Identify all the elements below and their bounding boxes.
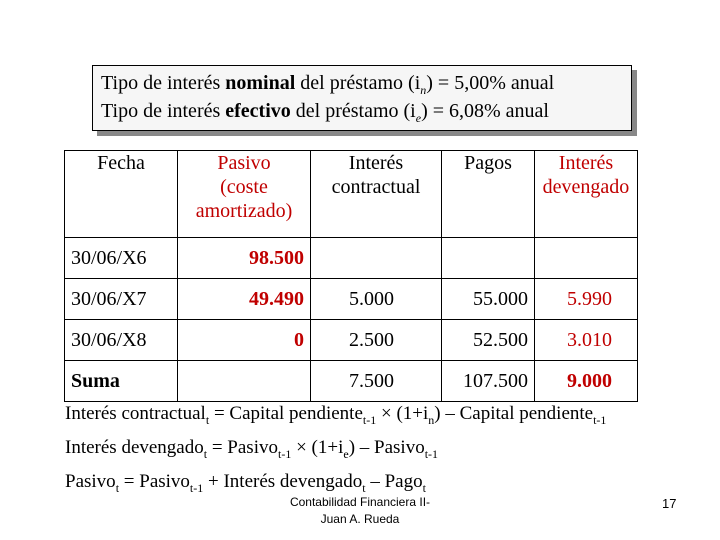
subscript: t: [205, 412, 210, 427]
effective-word: efectivo: [225, 100, 291, 122]
cell-interes: 5.000: [311, 279, 442, 320]
footer-course: Contabilidad Financiera II-: [289, 495, 431, 509]
text: Pasivo: [65, 470, 116, 492]
text: = Pasivo: [207, 436, 278, 458]
header-line: Interés: [348, 152, 404, 174]
cell-interes: [311, 238, 442, 279]
text: ) – Pasivo: [348, 436, 425, 458]
cell-sum-interes: 7.500: [311, 361, 442, 402]
subscript: t-1: [189, 480, 204, 495]
text: × (1+i: [376, 403, 429, 424]
text: Interés devengado: [65, 436, 204, 458]
cell-interes: 2.500: [311, 320, 442, 361]
cell-fecha: 30/06/X7: [65, 279, 178, 320]
text: × (1+i: [291, 436, 344, 458]
formulas: [65, 400, 606, 501]
header-interes-contractual: [311, 151, 442, 238]
nominal-word: nominal: [225, 72, 296, 94]
text: Tipo de interés: [101, 100, 226, 122]
header-label: Pagos: [464, 152, 512, 174]
subscript: t-1: [593, 412, 607, 427]
footer-author: Juan A. Rueda: [320, 512, 400, 526]
interest-rate-box: [92, 65, 632, 131]
cell-pagos: 55.000: [442, 279, 535, 320]
header-line: devengado: [542, 176, 630, 198]
text: ) = 6,08% anual: [421, 100, 549, 122]
header-pasivo: [178, 151, 311, 238]
table-header-row: [65, 151, 638, 238]
text: Tipo de interés: [101, 72, 226, 94]
sum-row: [65, 361, 638, 402]
cell-pasivo: 0: [178, 320, 311, 361]
footer: [260, 494, 460, 528]
table-row: [65, 279, 638, 320]
page-number: 17: [662, 496, 677, 511]
cell-sum-pagos: 107.500: [442, 361, 535, 402]
header-line: Pasivo: [217, 152, 271, 174]
table-row: [65, 320, 638, 361]
amortization-table: [64, 150, 638, 402]
header-fecha: [65, 151, 178, 238]
formula-interes-contractual: [65, 400, 606, 434]
cell-pasivo: 49.490: [178, 279, 311, 320]
cell-devengado: 3.010: [535, 320, 638, 361]
text: ) = 5,00% anual: [426, 72, 555, 94]
text: = Capital pendiente: [209, 403, 363, 424]
header-label: Fecha: [97, 152, 145, 174]
cell-devengado: [535, 238, 638, 279]
text: + Interés devengado: [203, 470, 363, 492]
text: – Pago: [365, 470, 423, 492]
text: Interés contractual: [65, 403, 206, 424]
table-row: [65, 238, 638, 279]
subscript: t: [115, 480, 120, 495]
cell-pasivo: 98.500: [178, 238, 311, 279]
cell-pagos: [442, 238, 535, 279]
cell-suma-label: Suma: [65, 361, 178, 402]
effective-rate-line: [101, 99, 549, 130]
cell-devengado: 5.990: [535, 279, 638, 320]
subscript: n: [428, 412, 435, 427]
subscript: e: [343, 446, 349, 461]
header-interes-devengado: [535, 151, 638, 238]
header-line: contractual: [331, 176, 421, 198]
cell-fecha: 30/06/X8: [65, 320, 178, 361]
text: ) – Capital pendiente: [434, 403, 594, 424]
cell-fecha: 30/06/X6: [65, 238, 178, 279]
formula-interes-devengado: [65, 434, 606, 468]
text: del préstamo (i: [290, 100, 416, 122]
header-line: amortizado): [195, 200, 293, 222]
cell-empty: [178, 361, 311, 402]
subscript: t-1: [277, 446, 292, 461]
subscript: e: [415, 111, 422, 125]
cell-sum-devengado: 9.000: [535, 361, 638, 402]
header-line: Interés: [558, 152, 614, 174]
subscript: t: [203, 446, 208, 461]
header-pagos: [442, 151, 535, 238]
subscript: t: [362, 480, 366, 495]
subscript: t: [422, 480, 426, 495]
text: del préstamo (i: [295, 72, 421, 94]
header-line: (coste: [220, 176, 268, 198]
nominal-rate-line: [101, 71, 554, 102]
subscript: t-1: [424, 446, 439, 461]
subscript: t-1: [362, 412, 377, 427]
cell-pagos: 52.500: [442, 320, 535, 361]
text: = Pasivo: [119, 470, 190, 492]
subscript: n: [420, 83, 427, 97]
